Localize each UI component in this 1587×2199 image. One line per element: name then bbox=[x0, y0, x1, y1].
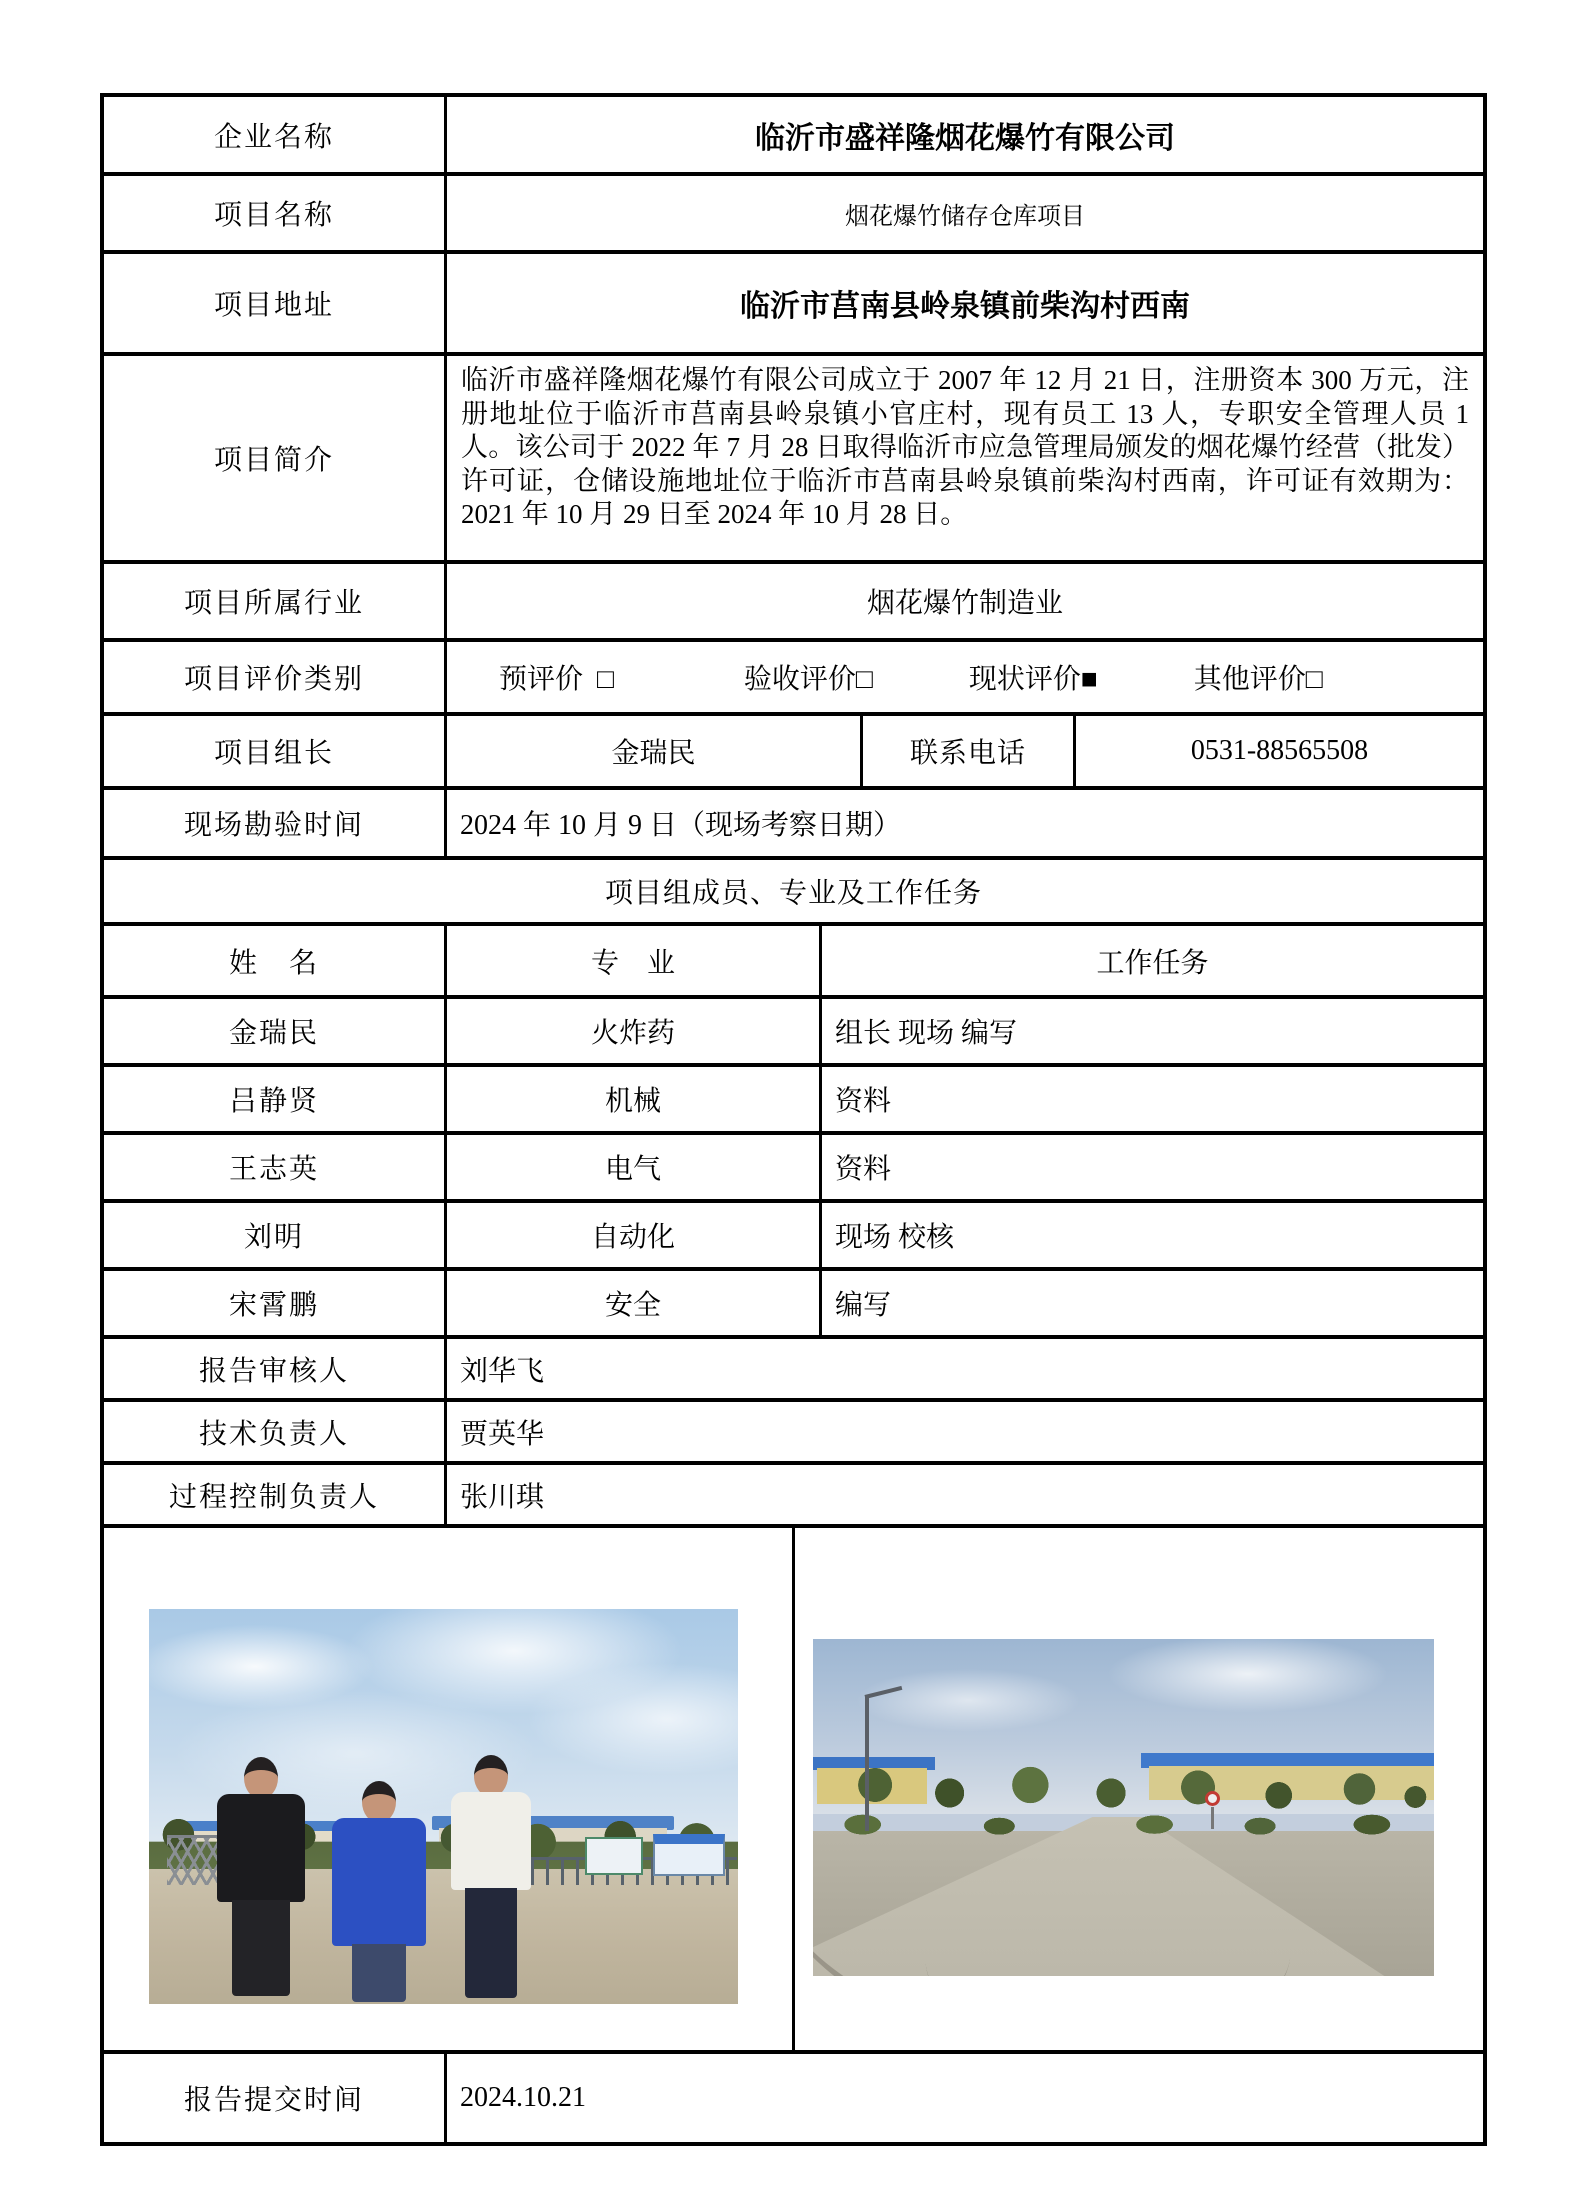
member-major: 安全 bbox=[444, 1271, 819, 1335]
row-project-address bbox=[104, 254, 1483, 356]
member-name: 王志英 bbox=[228, 1154, 319, 1185]
industry-label: 项目所属行业 bbox=[183, 588, 364, 619]
evaluation-category-options bbox=[444, 642, 1483, 712]
project-leader-label: 项目组长 bbox=[213, 738, 334, 769]
member-name: 吕静贤 bbox=[228, 1086, 319, 1117]
person-figure bbox=[441, 1755, 541, 1998]
report-reviewer-value: 刘华飞 bbox=[444, 1339, 1483, 1398]
process-control-lead-label: 过程控制负责人 bbox=[168, 1481, 379, 1513]
member-task: 编写 bbox=[819, 1271, 1483, 1335]
row-submit-date bbox=[104, 2054, 1483, 2142]
person-legs bbox=[232, 1900, 290, 1996]
process-control-lead-value: 张川琪 bbox=[444, 1465, 1483, 1524]
submit-date-value: 2024.10.21 bbox=[444, 2054, 1483, 2142]
member-task: 资料 bbox=[819, 1067, 1483, 1131]
member-row bbox=[104, 1067, 1483, 1135]
row-members-columns bbox=[104, 926, 1483, 999]
row-members-header bbox=[104, 860, 1483, 926]
member-major: 电气 bbox=[444, 1135, 819, 1199]
row-industry bbox=[104, 564, 1483, 642]
contact-phone-label: 联系电话 bbox=[860, 716, 1073, 786]
industry-value: 烟花爆竹制造业 bbox=[444, 564, 1483, 638]
person-body bbox=[332, 1818, 426, 1946]
project-address-value: 临沂市莒南县岭泉镇前柴沟村西南 bbox=[444, 254, 1483, 352]
row-site-photos bbox=[104, 1528, 1483, 2054]
person-body bbox=[217, 1794, 305, 1902]
row-process-control-lead bbox=[104, 1465, 1483, 1528]
technical-lead-value: 贾英华 bbox=[444, 1402, 1483, 1461]
member-row bbox=[104, 1271, 1483, 1339]
member-task: 资料 bbox=[819, 1135, 1483, 1199]
survey-date-label: 现场勘验时间 bbox=[183, 810, 364, 841]
row-project-name bbox=[104, 176, 1483, 254]
member-task: 组长 现场 编写 bbox=[819, 999, 1483, 1063]
row-company-name bbox=[104, 97, 1483, 176]
member-major: 自动化 bbox=[444, 1203, 819, 1267]
member-name: 刘明 bbox=[243, 1222, 304, 1253]
photo-speed-sign bbox=[1205, 1791, 1220, 1806]
members-section-title: 项目组成员、专业及工作任务 bbox=[604, 878, 982, 909]
photo-cell-right bbox=[792, 1528, 1483, 2050]
project-name-label: 项目名称 bbox=[213, 200, 334, 231]
member-name: 金瑞民 bbox=[228, 1018, 319, 1049]
project-info-table bbox=[100, 93, 1487, 2146]
person-figure bbox=[329, 1781, 429, 2002]
member-row bbox=[104, 1135, 1483, 1203]
row-technical-lead bbox=[104, 1402, 1483, 1465]
member-row bbox=[104, 999, 1483, 1067]
contact-phone-value: 0531-88565508 bbox=[1073, 716, 1483, 786]
member-task: 现场 校核 bbox=[819, 1203, 1483, 1267]
member-major: 机械 bbox=[444, 1067, 819, 1131]
checkbox-status-evaluation-checked: 现状评价■ bbox=[968, 664, 1098, 695]
evaluation-category-label: 项目评价类别 bbox=[183, 664, 364, 695]
project-address-label: 项目地址 bbox=[213, 290, 334, 321]
checkbox-pre-evaluation: 预评价 □ bbox=[499, 664, 614, 695]
person-legs bbox=[352, 1944, 406, 2002]
column-header-name: 姓 名 bbox=[228, 947, 319, 979]
project-intro-text: 临沂市盛祥隆烟花爆竹有限公司成立于 2007 年 12 月 21 日，注册资本 300 万元，注册地址位于临沂市莒南县岭泉镇小官庄村，现有员工 13 人，专职安全管理人员 1 人。该公司于 2022 年 7 月 28 日取得临沂市应急管理局颁发的烟花爆竹经营（批发）许可证，仓储设施地址位于临沂市莒南县岭泉镇前柴沟村西南，许可证有效期为：2021 年 10 月 29 日至 2024 年 10 月 28 日。 bbox=[444, 356, 1483, 560]
person-head bbox=[474, 1755, 508, 1797]
technical-lead-label: 技术负责人 bbox=[198, 1418, 349, 1450]
report-reviewer-label: 报告审核人 bbox=[198, 1355, 349, 1387]
row-survey-date bbox=[104, 790, 1483, 860]
row-report-reviewer bbox=[104, 1339, 1483, 1402]
photo-sign-pole bbox=[1211, 1807, 1214, 1829]
column-header-task: 工作任务 bbox=[819, 926, 1483, 995]
photo-signboard bbox=[585, 1837, 643, 1875]
photo-cell-left bbox=[104, 1528, 792, 2050]
row-project-intro bbox=[104, 356, 1483, 564]
site-photo-road bbox=[813, 1639, 1434, 1976]
row-evaluation-category bbox=[104, 642, 1483, 716]
submit-date-label: 报告提交时间 bbox=[183, 2085, 364, 2116]
photo-street-lamp bbox=[865, 1697, 869, 1831]
checkbox-other-evaluation: 其他评价□ bbox=[1193, 664, 1323, 695]
project-leader-name: 金瑞民 bbox=[444, 716, 860, 786]
photo-signboard bbox=[653, 1834, 725, 1876]
person-body bbox=[451, 1792, 531, 1890]
column-header-major: 专 业 bbox=[444, 926, 819, 995]
member-row bbox=[104, 1203, 1483, 1271]
member-major: 火炸药 bbox=[444, 999, 819, 1063]
person-head bbox=[244, 1757, 278, 1799]
survey-date-value: 2024 年 10 月 9 日（现场考察日期） bbox=[444, 790, 1483, 856]
person-legs bbox=[465, 1888, 517, 1998]
site-photo-inspectors bbox=[149, 1609, 738, 2004]
company-name-value: 临沂市盛祥隆烟花爆竹有限公司 bbox=[444, 97, 1483, 172]
project-name-value: 烟花爆竹储存仓库项目 bbox=[444, 176, 1483, 250]
member-name: 宋霄鹏 bbox=[228, 1290, 319, 1321]
company-name-label: 企业名称 bbox=[213, 121, 334, 153]
person-head bbox=[362, 1781, 396, 1823]
project-intro-label: 项目简介 bbox=[213, 445, 334, 476]
person-figure bbox=[211, 1757, 311, 1996]
row-project-leader bbox=[104, 716, 1483, 790]
checkbox-acceptance-evaluation: 验收评价□ bbox=[743, 664, 873, 695]
